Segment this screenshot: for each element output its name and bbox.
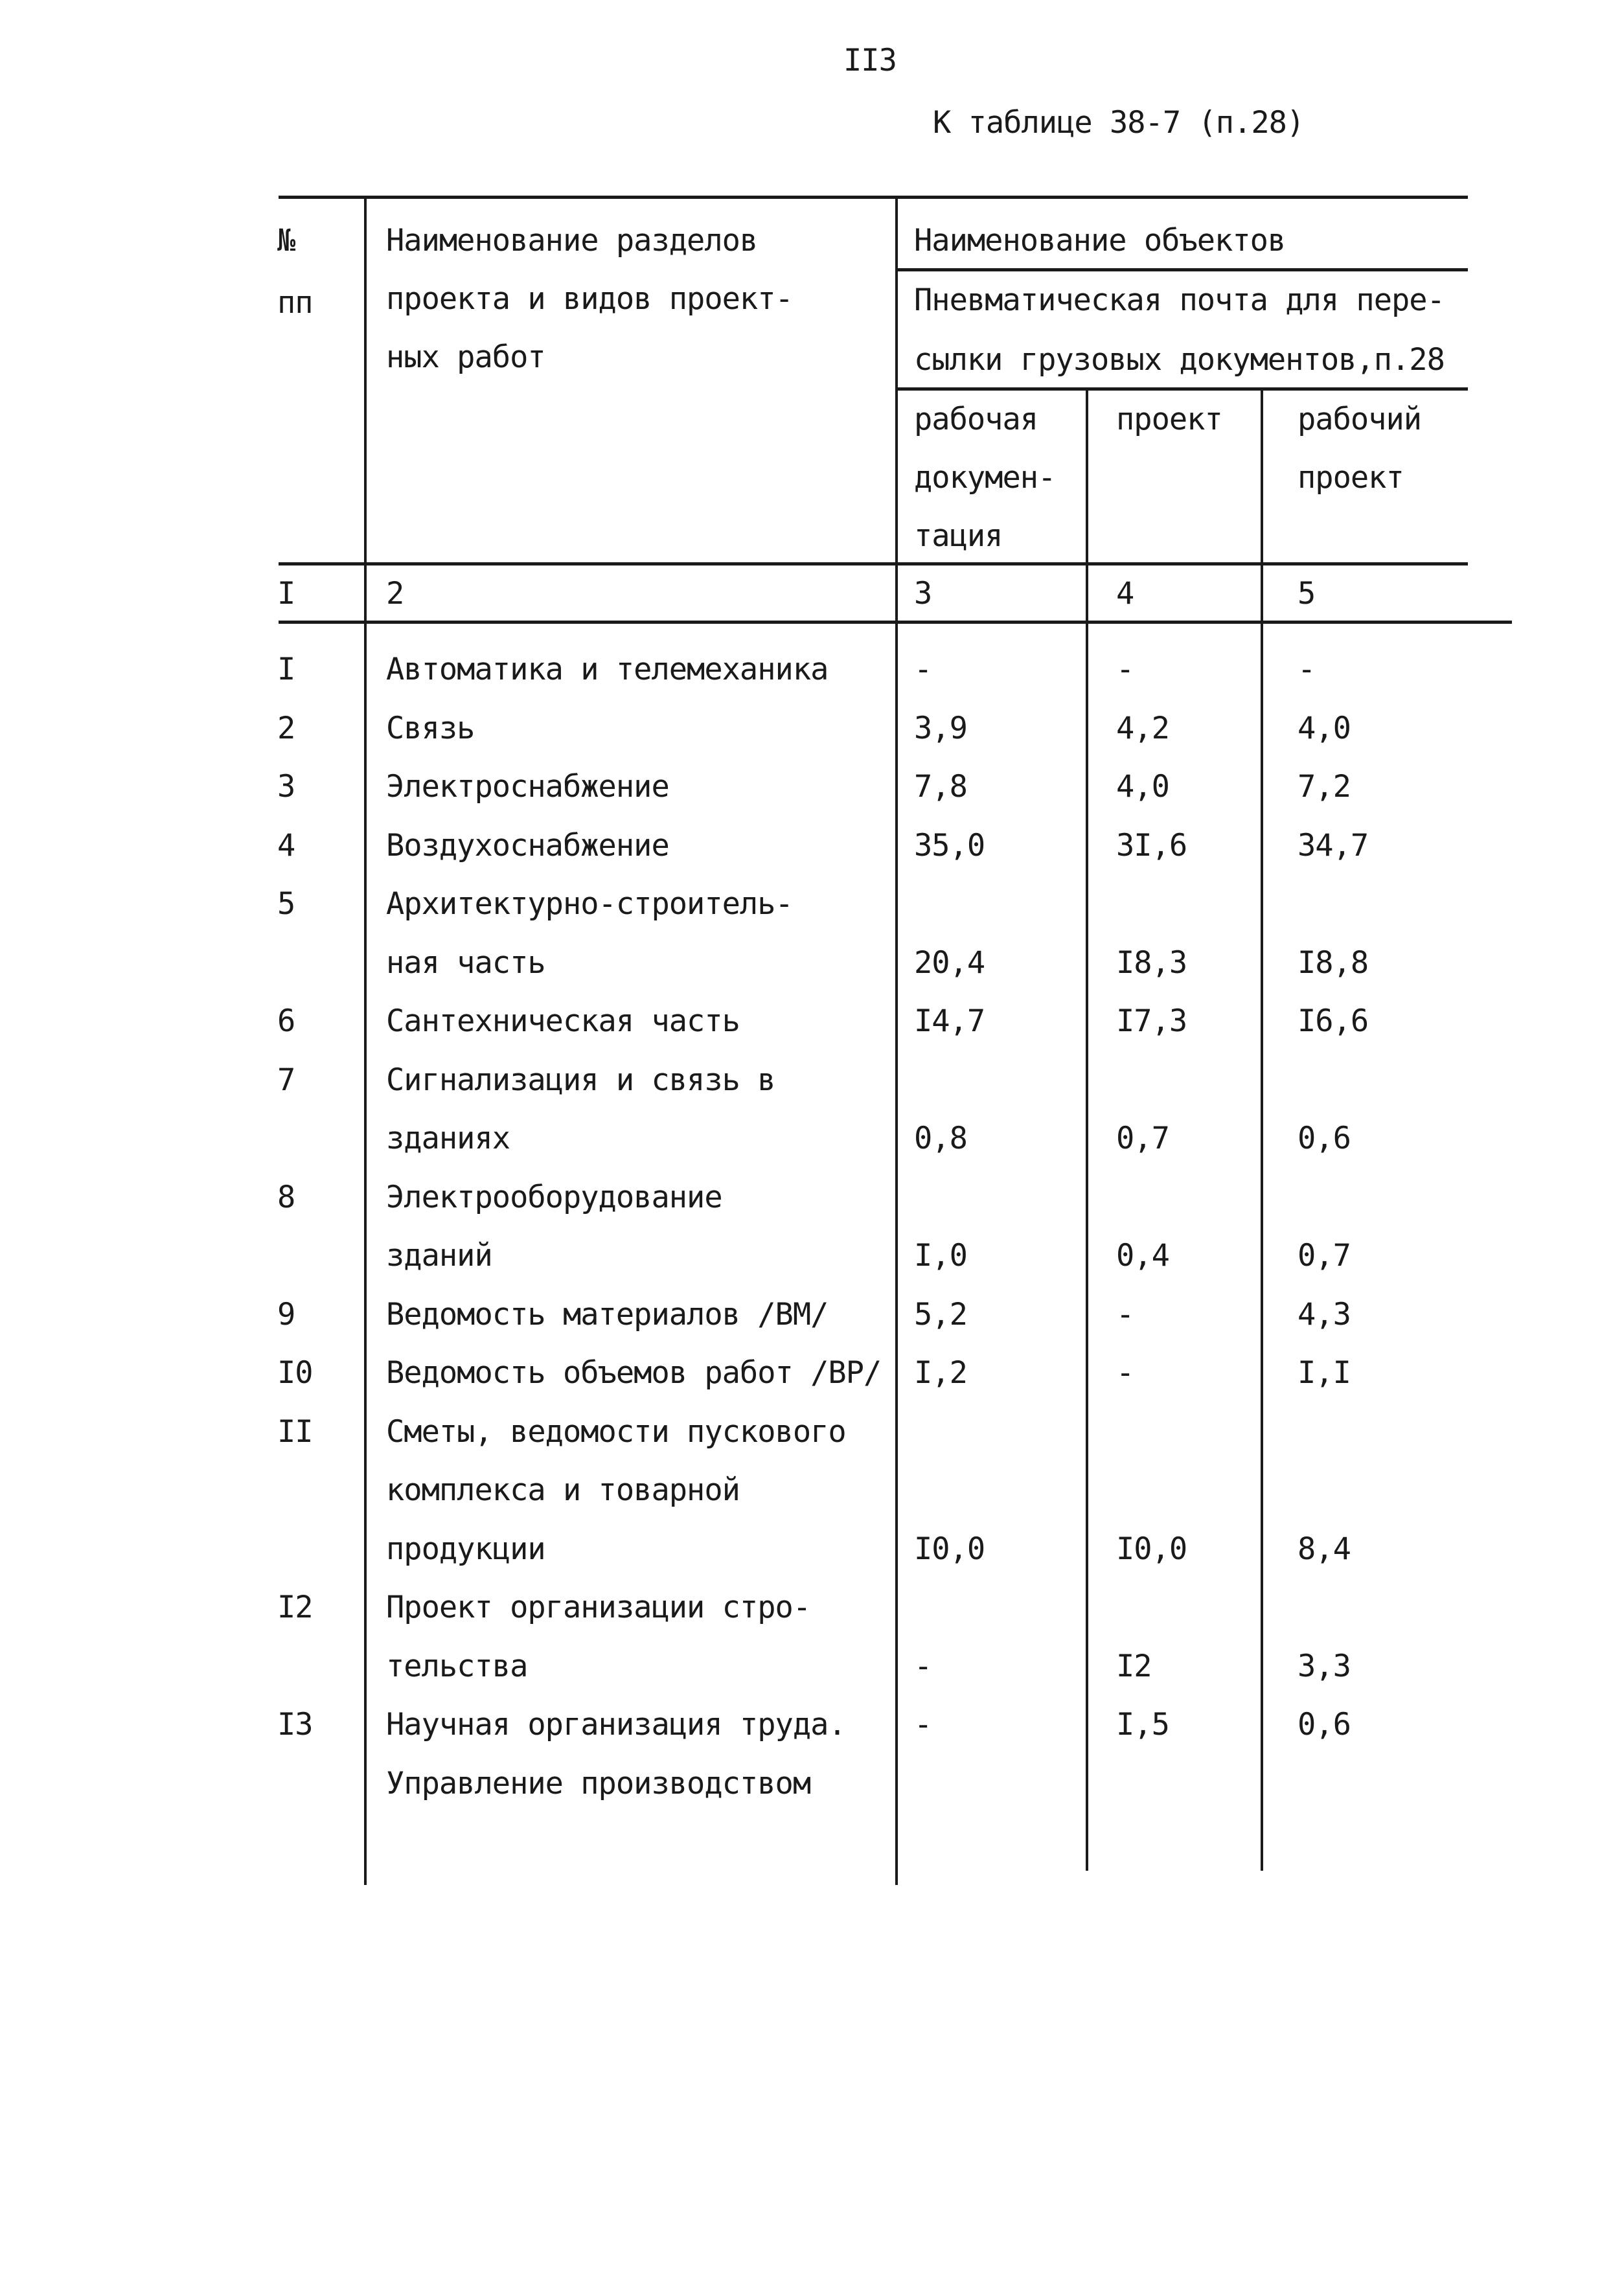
divider-col3-col4 <box>1086 387 1088 1871</box>
row-number: 4 <box>277 827 295 863</box>
row-value-working-docs: 35,0 <box>914 827 985 863</box>
row-value-project: - <box>1116 652 1134 687</box>
row-value-working-docs: 7,8 <box>914 769 967 805</box>
row-value-project: - <box>1116 1355 1134 1391</box>
row-section-name: Архитектурно-строитель- <box>386 886 793 922</box>
row-value-project: I7,3 <box>1116 1003 1187 1039</box>
row-value-working-project: 4,3 <box>1298 1296 1351 1332</box>
row-value-working-docs: I0,0 <box>914 1531 985 1567</box>
column-number: 5 <box>1298 576 1316 611</box>
object-name-rule <box>895 387 1468 391</box>
row-value-project: 0,7 <box>1116 1121 1169 1156</box>
row-value-working-project: 34,7 <box>1298 827 1369 863</box>
row-section-name: Связь <box>386 710 475 746</box>
row-value-working-project: 0,7 <box>1298 1238 1351 1273</box>
row-number: 6 <box>277 1003 295 1039</box>
row-section-name: ная часть <box>386 944 545 981</box>
header-object-name: сылки грузовых документов,п.28 <box>914 342 1445 378</box>
row-value-working-docs: I,2 <box>914 1355 967 1391</box>
row-section-name: Электроснабжение <box>386 769 669 805</box>
row-value-working-docs: - <box>914 652 932 687</box>
header-col3-label: докумен- <box>914 460 1056 496</box>
row-value-working-project: 0,6 <box>1298 1707 1351 1742</box>
header-section-name: проекта и видов проект- <box>386 281 793 317</box>
row-section-name: Ведомость объемов работ /ВР/ <box>386 1355 882 1391</box>
row-number: II <box>277 1413 313 1450</box>
row-number: I2 <box>277 1590 313 1625</box>
row-value-working-docs: 0,8 <box>914 1121 967 1156</box>
divider-name-values <box>895 196 898 1885</box>
row-section-name: Проект организации стро- <box>386 1590 811 1625</box>
header-num-symbol: № <box>277 223 295 258</box>
divider-num-name <box>364 196 367 1885</box>
row-value-working-project: I6,6 <box>1298 1003 1369 1039</box>
header-col5-label: проект <box>1298 460 1404 496</box>
row-value-project: I,5 <box>1116 1707 1169 1742</box>
row-value-project: I0,0 <box>1116 1531 1187 1567</box>
row-section-name: Электрооборудование <box>386 1179 722 1215</box>
row-value-working-docs: 5,2 <box>914 1296 967 1332</box>
header-col4-label: проект <box>1116 402 1222 437</box>
header-col3-label: тация <box>914 518 1003 554</box>
row-section-name: Сметы, ведомости пускового <box>386 1413 846 1450</box>
row-value-working-docs: I,0 <box>914 1238 967 1273</box>
row-section-name: тельства <box>386 1648 528 1684</box>
row-section-name: Автоматика и телемеханика <box>386 652 829 687</box>
row-value-project: I8,3 <box>1116 944 1187 981</box>
row-value-working-docs: I4,7 <box>914 1003 985 1039</box>
row-section-name: Сантехническая часть <box>386 1003 740 1039</box>
column-number: 4 <box>1116 576 1134 611</box>
row-section-name: Сигнализация и связь в <box>386 1062 775 1098</box>
row-value-working-project: 0,6 <box>1298 1121 1351 1156</box>
row-number: I <box>277 652 295 687</box>
row-value-working-docs: 20,4 <box>914 944 985 981</box>
header-object-name: Пневматическая почта для пере- <box>914 282 1445 318</box>
column-number: 2 <box>386 576 404 611</box>
row-number: I0 <box>277 1355 313 1391</box>
header-col3-label: рабочая <box>914 402 1038 437</box>
header-section-name: ных работ <box>386 339 545 375</box>
row-value-project: 4,2 <box>1116 710 1169 746</box>
table-top-rule <box>279 196 1468 199</box>
row-number: 7 <box>277 1062 295 1098</box>
row-value-working-project: 8,4 <box>1298 1531 1351 1567</box>
row-section-name: зданиях <box>386 1121 510 1156</box>
row-value-working-docs: - <box>914 1648 932 1684</box>
row-value-working-project: I,I <box>1298 1355 1351 1391</box>
row-section-name: Воздухоснабжение <box>386 827 669 863</box>
header-num-abbrev: пп <box>277 285 313 321</box>
row-value-project: 3I,6 <box>1116 827 1187 863</box>
row-number: I3 <box>277 1707 313 1742</box>
row-value-project: I2 <box>1116 1648 1152 1684</box>
row-number: 9 <box>277 1296 295 1332</box>
row-section-name: продукции <box>386 1531 545 1567</box>
row-section-name: Научная организация труда. <box>386 1707 846 1742</box>
header-bottom-rule <box>279 562 1468 565</box>
header-objects-title: Наименование объектов <box>914 223 1286 258</box>
row-value-working-project: 4,0 <box>1298 710 1351 746</box>
row-number: 5 <box>277 886 295 922</box>
header-col5-label: рабочий <box>1298 402 1422 437</box>
row-section-name: зданий <box>386 1238 492 1273</box>
row-number: 3 <box>277 769 295 805</box>
row-section-name: Управление производством <box>386 1765 811 1801</box>
row-value-working-project: I8,8 <box>1298 944 1369 981</box>
divider-col4-col5 <box>1261 387 1263 1871</box>
objects-title-rule <box>895 268 1468 271</box>
row-value-working-docs: - <box>914 1707 932 1742</box>
row-number: 8 <box>277 1179 295 1215</box>
row-value-project: - <box>1116 1296 1134 1332</box>
header-section-name: Наименование разделов <box>386 223 758 258</box>
row-value-project: 0,4 <box>1116 1238 1169 1273</box>
table-caption: К таблице 38-7 (п.28) <box>933 105 1305 141</box>
row-number: 2 <box>277 710 295 746</box>
row-value-working-project: 3,3 <box>1298 1648 1351 1684</box>
page-number: II3 <box>843 43 897 78</box>
column-number: 3 <box>914 576 932 611</box>
column-number: I <box>277 576 295 611</box>
row-value-working-project: - <box>1298 652 1316 687</box>
row-value-working-docs: 3,9 <box>914 710 967 746</box>
row-value-working-project: 7,2 <box>1298 769 1351 805</box>
row-section-name: комплекса и товарной <box>386 1472 740 1508</box>
row-value-project: 4,0 <box>1116 769 1169 805</box>
row-section-name: Ведомость материалов /ВМ/ <box>386 1296 829 1332</box>
